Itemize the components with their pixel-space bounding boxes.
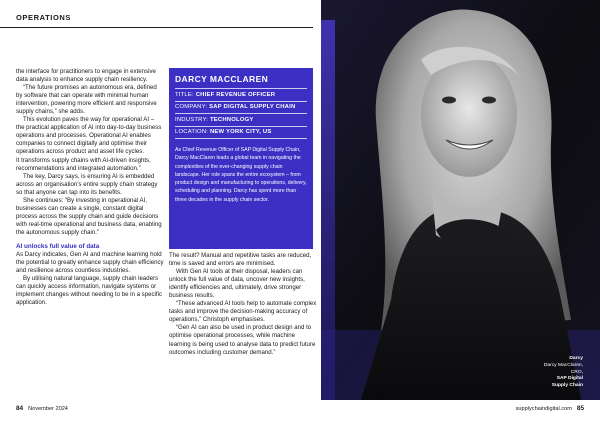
section-label: OPERATIONS [16, 13, 72, 22]
paragraph: With Gen AI tools at their disposal, leaders can unlock the full value of data, uncover new insights, identify efficiencies and, ultimately, drive stronger business results. [169, 268, 305, 300]
website-link[interactable]: supplychaindigital.com [515, 406, 572, 412]
profile-location-key: LOCATION: [175, 129, 210, 135]
portrait-photo [321, 0, 600, 400]
caption-line: SAP Digital [556, 376, 583, 382]
profile-title-key: TITLE: [175, 91, 196, 98]
footer-left [16, 405, 68, 412]
profile-company-row [175, 102, 307, 115]
paragraph: This evolution paves the way for operational AI – the practical application of AI into day-to-day business operations and processes. Operational AI enables companies to connect digitally and optimise their operations across product and asset life cycles. [16, 116, 162, 156]
caption-line: CRO, [570, 369, 583, 375]
profile-industry-key: INDUSTRY: [175, 116, 210, 123]
profile-location-value: NEW YORK CITY, US [209, 129, 272, 135]
profile-name: DARCY MACCLAREN [175, 74, 307, 89]
issue-date: November 2024 [28, 406, 68, 412]
page-number-right: 85 [576, 405, 584, 412]
caption-line: Darcy [569, 356, 583, 361]
paragraph: The key, Darcy says, is ensuring AI is embedded across an organisation’s entire supply chain strategy so that anyone can tap into its benefits. [16, 172, 158, 196]
profile-industry-value: TECHNOLOGY [209, 116, 254, 123]
article-column-2 [169, 252, 317, 357]
paragraph: the interface for practitioners to engage in extensive data analysis to enhance supply chain resiliency. [16, 68, 156, 84]
page-number-left: 84 [16, 405, 24, 412]
portrait-illustration [321, 0, 600, 400]
caption-line: Darcy MacClaren, [543, 362, 583, 368]
article-column-1 [16, 68, 164, 308]
paragraph: The result? Manual and repetitive tasks are reduced, time is saved and errors are minimised. [169, 252, 312, 268]
profile-title-value: CHIEF REVENUE OFFICER [195, 91, 276, 98]
paragraph: It transforms supply chains with AI-driven insights, recommendations and integrated automation.” [16, 156, 151, 172]
paragraph: She continues: “By investing in operational AI, businesses can create a single, constant digital process across the supply chain and guide decisions with real-time operational and business data, enabling the autonomous supply chain.” [16, 196, 162, 236]
profile-box [169, 68, 313, 249]
paragraph: “Gen AI can also be used in product design and to optimise operational processes, while machine learning is being used to analyse data to predict future outcomes including customer demand.” [169, 324, 316, 356]
profile-company-value: SAP DIGITAL SUPPLY CHAIN [209, 104, 296, 110]
paragraph: “These advanced AI tools help to automate complex tasks and improve the decision-making accuracy of operations,” Christoph emphasises. [169, 300, 317, 324]
paragraph: As Darcy indicates, Gen AI and machine learning hold the potential to greatly enhance supply chain efficiency and resilience across countless industries. [16, 251, 164, 275]
profile-bio: As Chief Revenue Officer of SAP Digital Supply Chain, Darcy MacClaren leads a global team in navigating the complexities of the ever-changing supply chain landscape. Her role spans the entire ecosystem – from product design and manufacturing to operations, delivery, scheduling and planning. Darcy has spent more than three decades in the supply chain sector. [175, 147, 307, 203]
photo-caption [523, 356, 583, 390]
subheading: AI unlocks full value of data [16, 242, 100, 250]
paragraph: By utilising natural language, supply chain leaders can quickly access information, navigate systems or implement changes without needing to be in a specific application. [16, 275, 163, 307]
caption-line: Supply Chain [551, 383, 583, 389]
profile-industry-row [175, 114, 307, 127]
profile-location-row [175, 127, 307, 140]
profile-title-row [175, 89, 307, 102]
profile-company-key: COMPANY: [175, 104, 210, 110]
footer-right [516, 405, 584, 412]
paragraph: “The future promises an autonomous era, defined by software that can operate with minimal human intervention, powering more efficient and responsive supply chains,” she adds. [16, 84, 157, 116]
top-rule [0, 27, 313, 28]
